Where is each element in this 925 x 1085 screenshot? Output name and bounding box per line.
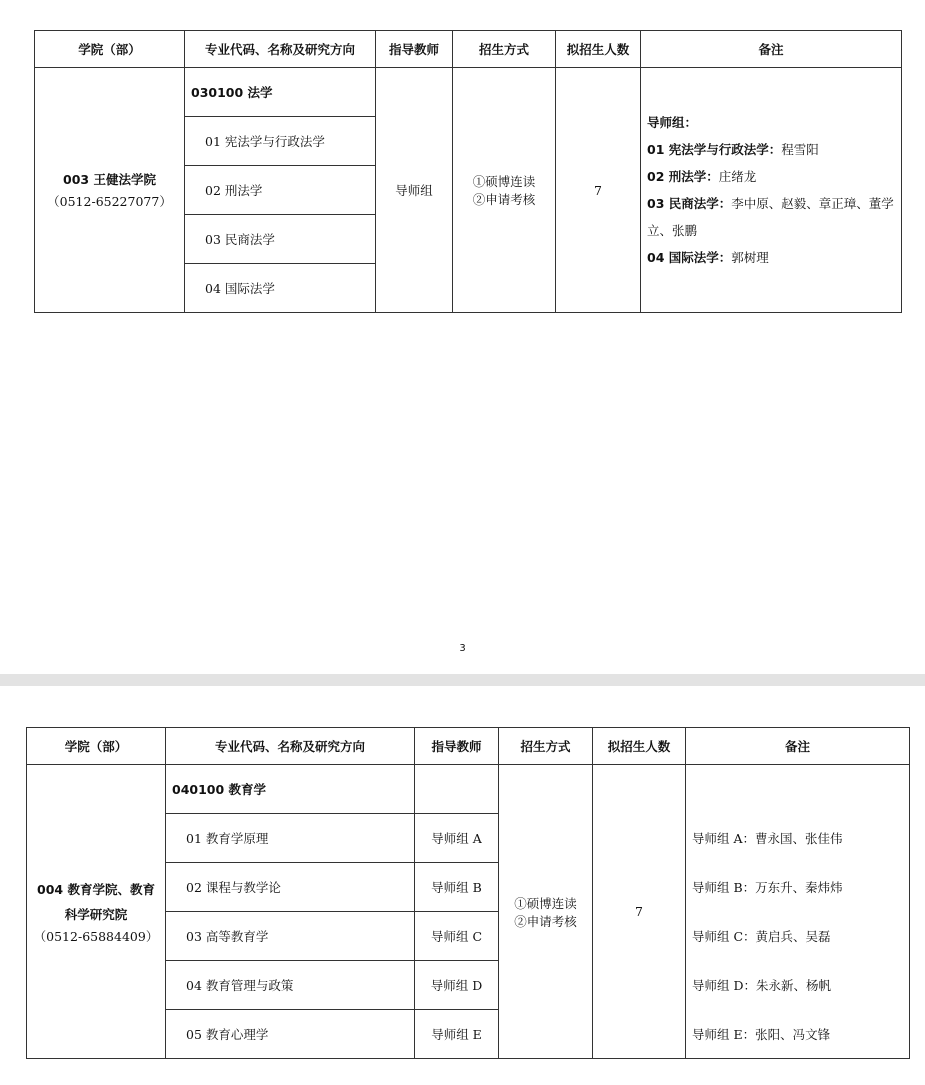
- college-phone: （0512-65884409）: [33, 928, 159, 944]
- admissions-table-education: [26, 727, 910, 1059]
- method-1: ①硕博连读: [514, 895, 577, 911]
- note-cell: 导师组 B：万东升、秦炜炜: [686, 863, 910, 912]
- college-phone: （0512-65227077）: [47, 194, 172, 209]
- method-cell: [499, 765, 593, 1059]
- header-tutor: 指导教师: [376, 31, 453, 68]
- header-college: 学院（部）: [35, 31, 185, 68]
- header-notes: 备注: [641, 31, 902, 68]
- direction-cell: 01 宪法学与行政法学: [185, 117, 376, 166]
- direction-cell: 03 高等教育学: [166, 912, 415, 961]
- direction-cell: 04 教育管理与政策: [166, 961, 415, 1010]
- count-cell: 7: [556, 68, 641, 313]
- note-label: 01 宪法学与行政法学：: [647, 142, 782, 157]
- college-cell: [27, 765, 166, 1059]
- header-major: 专业代码、名称及研究方向: [166, 728, 415, 765]
- direction-cell: 02 课程与教学论: [166, 863, 415, 912]
- header-major: 专业代码、名称及研究方向: [185, 31, 376, 68]
- direction-cell: 04 国际法学: [185, 264, 376, 313]
- note-text: 郭树理: [731, 250, 769, 265]
- college-name: 003 王健法学院: [63, 172, 156, 187]
- count-cell: 7: [593, 765, 686, 1059]
- header-count: 拟招生人数: [556, 31, 641, 68]
- major-name: 040100 教育学: [166, 765, 415, 814]
- note-cell: 导师组 C：黄启兵、吴磊: [686, 912, 910, 961]
- header-count: 拟招生人数: [593, 728, 686, 765]
- header-row: [35, 31, 902, 68]
- note-label: 04 国际法学：: [647, 250, 732, 265]
- method-2: ②申请考核: [472, 192, 536, 207]
- tutor-cell: 导师组 B: [415, 863, 499, 912]
- tutor-cell: 导师组 E: [415, 1010, 499, 1059]
- direction-cell: 03 民商法学: [185, 215, 376, 264]
- college-name-line-2: 科学研究院: [64, 906, 128, 922]
- note-cell: 导师组 D：朱永新、杨帆: [686, 961, 910, 1010]
- table-row: [27, 765, 910, 814]
- tutor-cell: 导师组 D: [415, 961, 499, 1010]
- note-label: 02 刑法学：: [647, 169, 719, 184]
- tutor-cell: 导师组: [376, 68, 453, 313]
- note-line: [647, 244, 895, 271]
- major-name: 030100 法学: [185, 68, 376, 117]
- direction-cell: 05 教育心理学: [166, 1010, 415, 1059]
- notes-cell: [641, 68, 902, 313]
- page-number: 3: [459, 643, 466, 654]
- note-text: 庄绪龙: [718, 169, 757, 184]
- note-text: 程雪阳: [781, 142, 819, 157]
- header-college: 学院（部）: [27, 728, 166, 765]
- method-cell: [453, 68, 556, 313]
- note-line: [647, 136, 895, 163]
- note-text: 李中原、赵毅、章正璋、董学立、张鹏: [647, 196, 894, 238]
- direction-cell: 02 刑法学: [185, 166, 376, 215]
- header-row: [27, 728, 910, 765]
- header-method: 招生方式: [499, 728, 593, 765]
- note-cell: 导师组 A：曹永国、张佳伟: [686, 814, 910, 863]
- method-1: ①硕博连读: [472, 174, 536, 189]
- page-2: [0, 686, 925, 1085]
- header-notes: 备注: [686, 728, 910, 765]
- note-cell: 导师组 E：张阳、冯文锋: [686, 1010, 910, 1059]
- direction-cell: 01 教育学原理: [166, 814, 415, 863]
- note-label: 03 民商法学：: [647, 196, 732, 211]
- notes-title: 导师组：: [647, 115, 698, 130]
- header-tutor: 指导教师: [415, 728, 499, 765]
- college-name-line-1: 004 教育学院、教育: [37, 881, 155, 897]
- college-cell: [35, 68, 185, 313]
- note-line: [647, 190, 895, 244]
- tutor-cell: 导师组 A: [415, 814, 499, 863]
- method-2: ②申请考核: [514, 913, 577, 929]
- header-method: 招生方式: [453, 31, 556, 68]
- admissions-table-law: [34, 30, 902, 313]
- note-empty-cell: [686, 765, 910, 814]
- page-separator: [0, 674, 925, 686]
- tutor-cell: 导师组 C: [415, 912, 499, 961]
- note-line: [647, 163, 895, 190]
- table-row: [35, 68, 902, 117]
- tutor-empty-cell: [415, 765, 499, 814]
